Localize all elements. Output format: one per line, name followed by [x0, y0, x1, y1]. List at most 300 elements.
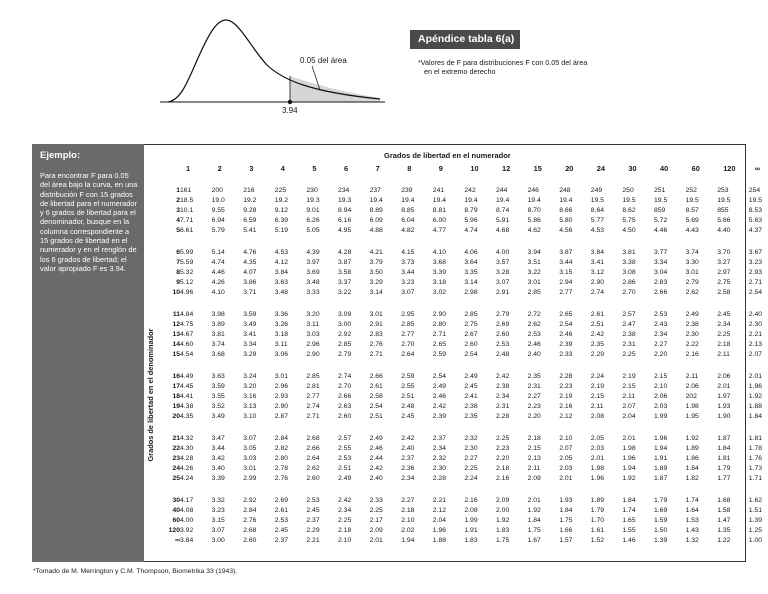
- table-cell: 2.57: [338, 435, 352, 442]
- table-cell: 3.52: [211, 403, 225, 410]
- table-cell: 1.84: [559, 507, 573, 514]
- table-cell: 4.84: [180, 311, 194, 318]
- table-cell: 1.79: [654, 497, 668, 504]
- table-cell: 3.14: [369, 289, 383, 296]
- table-cell: 2.94: [559, 279, 573, 286]
- table-cell: 1.35: [717, 527, 731, 534]
- table-cell: 2.01: [527, 497, 541, 504]
- table-note-line2: en el extremo derecho: [424, 67, 496, 76]
- table-cell: 1.55: [622, 527, 636, 534]
- table-cell: 3.84: [590, 249, 605, 256]
- table-cell: 2.92: [243, 497, 257, 504]
- table-cell: 2.38: [685, 321, 699, 328]
- table-cell: 2.10: [338, 537, 352, 544]
- table-cell: 2.83: [654, 279, 668, 286]
- table-cell: 5.05: [306, 227, 320, 234]
- row-header: 11: [172, 311, 180, 318]
- table-cell: 4.37: [748, 227, 763, 234]
- table-cell: 1.93: [717, 403, 731, 410]
- table-cell: 2.77: [401, 331, 415, 338]
- row-header: 24: [172, 465, 180, 472]
- table-cell: 3.98: [211, 311, 225, 318]
- row-header: 20: [172, 413, 180, 420]
- table-cell: 6.94: [211, 217, 225, 224]
- table-cell: 1.90: [717, 413, 731, 420]
- table-cell: 3.87: [338, 259, 352, 266]
- table-cell: 2.38: [496, 383, 510, 390]
- table-cell: 4.67: [180, 331, 194, 338]
- table-cell: 3.24: [243, 373, 257, 380]
- table-cell: 5.86: [527, 217, 541, 224]
- table-cell: 2.76: [243, 517, 257, 524]
- column-header: 5: [312, 164, 317, 173]
- table-cell: 234: [338, 187, 350, 194]
- table-cell: 2.19: [622, 373, 636, 380]
- table-cell: 2.55: [401, 383, 415, 390]
- table-cell: 2.02: [401, 527, 415, 534]
- table-cell: 2.51: [369, 413, 383, 420]
- table-cell: 2.37: [401, 455, 415, 462]
- table-cell: 8.53: [748, 207, 763, 214]
- table-cell: 2.11: [717, 351, 730, 358]
- table-cell: 19.4: [432, 197, 447, 204]
- table-cell: 2.24: [590, 373, 605, 380]
- table-cell: 1.52: [590, 537, 605, 544]
- table-cell: 3.92: [180, 527, 194, 534]
- table-cell: 3.00: [338, 321, 352, 328]
- row-header: 13: [172, 331, 180, 338]
- table-cell: 225: [274, 187, 287, 194]
- table-cell: 2.12: [432, 507, 447, 514]
- table-cell: 3.26: [274, 321, 289, 328]
- table-cell: 19.3: [338, 197, 352, 204]
- table-cell: 2.37: [306, 517, 320, 524]
- table-cell: 1.79: [590, 507, 605, 514]
- table-cell: 2.16: [685, 351, 699, 358]
- table-cell: 1.96: [622, 455, 636, 462]
- table-cell: 3.07: [243, 435, 257, 442]
- table-cell: 1.70: [590, 517, 605, 524]
- table-cell: 2.23: [527, 403, 541, 410]
- table-cell: 1.96: [654, 435, 668, 442]
- table-cell: 8.79: [464, 207, 478, 214]
- table-cell: 3.84: [180, 537, 194, 544]
- table-cell: 8.66: [559, 207, 573, 214]
- table-cell: 253: [717, 187, 729, 194]
- table-cell: 4.39: [306, 249, 320, 256]
- table-cell: 3.14: [464, 279, 478, 286]
- table-cell: 3.44: [401, 269, 415, 276]
- table-cell: 2.17: [369, 517, 383, 524]
- table-cell: 249: [590, 187, 603, 194]
- table-cell: 19.5: [654, 197, 668, 204]
- table-cell: 19.0: [211, 197, 225, 204]
- table-cell: 3.06: [274, 351, 289, 358]
- table-cell: 1.83: [464, 537, 478, 544]
- table-cell: 2.54: [748, 289, 763, 296]
- table-cell: 2.80: [432, 321, 447, 328]
- example-sidebar: [32, 144, 144, 562]
- row-header: 18: [172, 393, 180, 400]
- table-cell: 2.72: [527, 311, 541, 318]
- table-cell: 2.77: [559, 289, 573, 296]
- table-cell: 4.07: [243, 269, 257, 276]
- row-header: 1: [176, 187, 180, 194]
- table-cell: 250: [622, 187, 634, 194]
- table-cell: 19.4: [527, 197, 541, 204]
- denominator-label: Grados de libertad en el denominador: [146, 328, 155, 462]
- table-cell: 1.97: [717, 393, 731, 400]
- table-cell: 2.20: [527, 413, 541, 420]
- table-cell: 19.4: [401, 197, 415, 204]
- table-cell: 3.55: [211, 393, 225, 400]
- column-header: 15: [533, 164, 542, 173]
- column-header: 60: [691, 164, 700, 173]
- table-cell: 1.84: [748, 413, 763, 420]
- table-cell: 19.3: [306, 197, 320, 204]
- table-cell: 19.5: [717, 197, 731, 204]
- table-cell: 2.84: [243, 507, 257, 514]
- table-cell: 5.12: [180, 279, 194, 286]
- table-cell: 2.90: [306, 351, 320, 358]
- table-cell: 5.66: [717, 217, 731, 224]
- row-header: 22: [172, 445, 180, 452]
- column-header: 6: [344, 164, 349, 173]
- source-footnote: *Tomado de M. Merrington y C.M. Thompson, Biometrika 33 (1943).: [33, 568, 238, 575]
- table-cell: 2.85: [464, 311, 478, 318]
- table-cell: 1.58: [717, 507, 731, 514]
- table-cell: 6.61: [180, 227, 194, 234]
- table-cell: 2.42: [401, 435, 415, 442]
- table-cell: 2.62: [527, 321, 541, 328]
- table-cell: 9.01: [306, 207, 320, 214]
- table-cell: 1.94: [401, 537, 415, 544]
- table-cell: 1.53: [685, 517, 699, 524]
- table-cell: 2.83: [369, 331, 383, 338]
- table-cell: 2.47: [622, 321, 636, 328]
- table-cell: 3.63: [211, 373, 225, 380]
- table-cell: 3.40: [211, 465, 225, 472]
- table-cell: 3.37: [338, 279, 352, 286]
- table-cell: 1.75: [559, 517, 573, 524]
- table-note-line1: *Valores de F para distribuciones F con 0.05 del área: [418, 58, 588, 67]
- table-cell: 2.60: [464, 341, 478, 348]
- table-cell: 1.74: [685, 497, 699, 504]
- table-cell: 2.06: [717, 373, 731, 380]
- table-cell: 2.90: [590, 279, 605, 286]
- table-cell: 3.20: [243, 383, 257, 390]
- table-cell: 252: [685, 187, 697, 194]
- table-cell: 2.68: [306, 435, 320, 442]
- critical-value-label: 3.94: [282, 106, 298, 115]
- table-cell: 7.71: [180, 217, 194, 224]
- table-cell: 10.1: [180, 207, 194, 214]
- table-cell: 2.00: [496, 507, 510, 514]
- table-cell: 2.23: [559, 383, 573, 390]
- row-header: 23: [172, 455, 180, 462]
- table-cell: 5.79: [211, 227, 225, 234]
- table-cell: 2.38: [464, 403, 478, 410]
- table-cell: 1.65: [622, 517, 636, 524]
- table-cell: 1.96: [590, 475, 605, 482]
- table-cell: 3.23: [211, 507, 225, 514]
- table-cell: 6.09: [369, 217, 383, 224]
- table-cell: 2.80: [274, 455, 289, 462]
- table-cell: 1.73: [748, 465, 763, 472]
- table-cell: 1.99: [464, 517, 478, 524]
- critical-value-marker: [288, 100, 292, 104]
- table-cell: 2.90: [274, 403, 289, 410]
- table-cell: 2.78: [274, 465, 289, 472]
- table-cell: 2.61: [274, 507, 289, 514]
- table-cell: 2.79: [685, 279, 699, 286]
- table-cell: 2.21: [748, 331, 763, 338]
- table-cell: 2.82: [274, 445, 289, 452]
- table-cell: 4.26: [180, 465, 194, 472]
- table-cell: 8.89: [369, 207, 383, 214]
- table-cell: 2.05: [590, 435, 605, 442]
- table-cell: 2.34: [496, 393, 510, 400]
- table-cell: 8.85: [401, 207, 415, 214]
- table-cell: 859: [654, 207, 666, 214]
- table-cell: 3.15: [559, 269, 573, 276]
- table-cell: 1.39: [748, 517, 763, 524]
- table-cell: 1.67: [527, 537, 541, 544]
- column-header: 120: [723, 164, 736, 173]
- table-cell: 2.40: [401, 445, 415, 452]
- table-cell: 3.48: [274, 289, 289, 296]
- table-cell: 19.5: [748, 197, 763, 204]
- table-cell: 2.58: [369, 393, 383, 400]
- table-cell: 254: [748, 187, 761, 194]
- table-cell: 3.42: [211, 455, 225, 462]
- table-cell: 5.32: [180, 269, 194, 276]
- table-cell: 1.92: [496, 517, 510, 524]
- table-cell: 3.22: [338, 289, 352, 296]
- table-cell: 5.72: [654, 217, 668, 224]
- table-cell: 1.75: [496, 537, 510, 544]
- table-cell: 2.05: [559, 455, 573, 462]
- table-cell: 2.48: [496, 351, 510, 358]
- table-cell: 1.62: [748, 497, 763, 504]
- row-header: 30: [172, 497, 180, 504]
- table-cell: 2.45: [464, 383, 478, 390]
- table-cell: 3.33: [306, 289, 320, 296]
- table-cell: 2.61: [590, 311, 605, 318]
- table-cell: 2.27: [654, 341, 668, 348]
- table-cell: 2.04: [622, 413, 636, 420]
- table-cell: 2.53: [306, 497, 320, 504]
- table-cell: 2.85: [401, 321, 415, 328]
- table-cell: 3.58: [338, 269, 352, 276]
- table-cell: 6.04: [401, 217, 415, 224]
- table-cell: 2.38: [622, 331, 636, 338]
- table-cell: 230: [306, 187, 318, 194]
- table-cell: 2.42: [496, 373, 510, 380]
- table-cell: 2.66: [369, 373, 383, 380]
- table-cell: 3.63: [274, 279, 289, 286]
- table-cell: 4.76: [243, 249, 257, 256]
- table-cell: 8.57: [685, 207, 699, 214]
- table-cell: 3.41: [590, 259, 605, 266]
- table-cell: 2.28: [559, 373, 573, 380]
- table-cell: 3.73: [401, 259, 415, 266]
- denominator-label-box: [146, 285, 158, 505]
- table-cell: 5.41: [243, 227, 257, 234]
- table-cell: 2.74: [338, 373, 352, 380]
- table-cell: 2.01: [559, 475, 573, 482]
- table-cell: 3.16: [243, 393, 257, 400]
- table-cell: 2.93: [274, 393, 289, 400]
- table-cell: 251: [654, 187, 666, 194]
- table-cell: 2.84: [274, 435, 289, 442]
- table-cell: 2.22: [685, 341, 699, 348]
- table-cell: 1.76: [748, 455, 763, 462]
- table-cell: 2.15: [590, 393, 605, 400]
- table-cell: 3.57: [496, 259, 510, 266]
- table-cell: 3.77: [654, 249, 668, 256]
- table-cell: 2.09: [369, 527, 383, 534]
- table-cell: 1.50: [654, 527, 668, 534]
- table-cell: 5.75: [622, 217, 636, 224]
- table-cell: 2.34: [338, 507, 352, 514]
- table-cell: 2.51: [338, 465, 352, 472]
- table-cell: 1.32: [685, 537, 699, 544]
- row-header: 8: [176, 269, 180, 276]
- table-cell: 2.31: [496, 403, 510, 410]
- table-cell: 1.87: [654, 475, 668, 482]
- table-cell: 3.10: [243, 413, 257, 420]
- table-cell: 1.84: [717, 445, 731, 452]
- row-header: 17: [172, 383, 180, 390]
- table-cell: 5.77: [590, 217, 605, 224]
- table-cell: 200: [211, 187, 223, 194]
- table-cell: 3.36: [274, 311, 289, 318]
- table-cell: 2.23: [496, 445, 510, 452]
- table-cell: 3.13: [243, 403, 257, 410]
- table-cell: 2.40: [748, 311, 763, 318]
- table-cell: 4.75: [180, 321, 194, 328]
- table-cell: 2.30: [748, 321, 763, 328]
- table-cell: 3.29: [369, 279, 383, 286]
- table-cell: 2.96: [306, 341, 320, 348]
- table-cell: 1.92: [685, 435, 699, 442]
- table-cell: 2.66: [338, 393, 352, 400]
- table-cell: 8.62: [622, 207, 636, 214]
- table-cell: 2.33: [369, 497, 383, 504]
- table-cell: 3.39: [211, 475, 225, 482]
- table-cell: 1.99: [654, 413, 668, 420]
- table-cell: 3.01: [274, 373, 289, 380]
- table-cell: 5.19: [274, 227, 289, 234]
- table-cell: 4.74: [464, 227, 478, 234]
- table-cell: 1.84: [527, 517, 541, 524]
- table-cell: 2.06: [685, 383, 699, 390]
- table-cell: 2.25: [622, 351, 636, 358]
- table-cell: 2.91: [369, 321, 383, 328]
- table-cell: 216: [243, 187, 255, 194]
- table-cell: 19.4: [496, 197, 510, 204]
- table-cell: 3.49: [243, 321, 257, 328]
- table-cell: 1.59: [654, 517, 668, 524]
- table-cell: 3.68: [211, 351, 225, 358]
- table-cell: 5.80: [559, 217, 573, 224]
- table-cell: 4.00: [180, 517, 194, 524]
- table-cell: 2.65: [432, 341, 447, 348]
- row-header: 40: [172, 507, 180, 514]
- table-cell: 2.85: [527, 289, 541, 296]
- table-cell: 1.78: [748, 445, 763, 452]
- table-cell: 2.51: [590, 321, 605, 328]
- table-cell: 2.86: [622, 279, 636, 286]
- table-cell: 2.70: [401, 341, 415, 348]
- table-cell: 2.49: [338, 475, 352, 482]
- table-cell: 1.88: [432, 537, 447, 544]
- column-header: 8: [407, 164, 412, 173]
- table-cell: 4.30: [180, 445, 194, 452]
- table-cell: 2.85: [306, 373, 320, 380]
- table-cell: 2.46: [527, 341, 541, 348]
- table-cell: 2.12: [559, 413, 573, 420]
- table-cell: 2.69: [274, 497, 289, 504]
- table-cell: 4.96: [180, 289, 194, 296]
- row-header: 60: [172, 517, 180, 524]
- table-cell: 1.46: [622, 537, 636, 544]
- table-cell: 1.89: [685, 445, 699, 452]
- table-cell: 2.30: [432, 465, 447, 472]
- column-header: 30: [628, 164, 637, 173]
- table-cell: 2.37: [274, 537, 289, 544]
- table-cell: 4.26: [211, 279, 225, 286]
- table-cell: 1.82: [685, 475, 699, 482]
- table-cell: 1.69: [654, 507, 668, 514]
- table-cell: 2.71: [432, 331, 447, 338]
- column-header: 4: [280, 164, 285, 173]
- table-cell: 2.60: [496, 331, 510, 338]
- row-header: 21: [172, 435, 180, 442]
- table-cell: 2.68: [243, 527, 257, 534]
- table-cell: 2.69: [496, 321, 510, 328]
- table-cell: 2.35: [527, 373, 541, 380]
- table-cell: 3.35: [464, 269, 478, 276]
- table-cell: 1.92: [527, 507, 541, 514]
- table-cell: 4.35: [180, 413, 194, 420]
- table-cell: 3.74: [211, 341, 225, 348]
- appendix-title: Apéndice tabla 6(a): [410, 30, 520, 49]
- table-cell: 2.96: [274, 383, 289, 390]
- table-cell: 2.10: [401, 517, 415, 524]
- table-cell: 2.45: [274, 527, 289, 534]
- table-cell: 2.03: [559, 465, 573, 472]
- column-header: 12: [502, 164, 511, 173]
- table-cell: 3.27: [717, 259, 731, 266]
- row-header: 16: [172, 373, 180, 380]
- table-cell: 2.34: [717, 321, 731, 328]
- table-cell: 2.53: [274, 517, 289, 524]
- table-cell: 2.11: [527, 465, 541, 472]
- table-cell: 2.11: [685, 373, 699, 380]
- table-cell: 2.45: [306, 507, 320, 514]
- table-cell: 202: [685, 393, 697, 400]
- table-cell: 4.53: [274, 249, 289, 256]
- table-cell: 161: [180, 187, 192, 194]
- table-cell: 2.36: [401, 465, 415, 472]
- table-cell: 1.79: [717, 465, 731, 472]
- table-cell: 2.34: [432, 445, 447, 452]
- table-cell: 2.74: [306, 403, 320, 410]
- table-cell: 2.01: [369, 537, 383, 544]
- table-cell: 2.24: [464, 475, 478, 482]
